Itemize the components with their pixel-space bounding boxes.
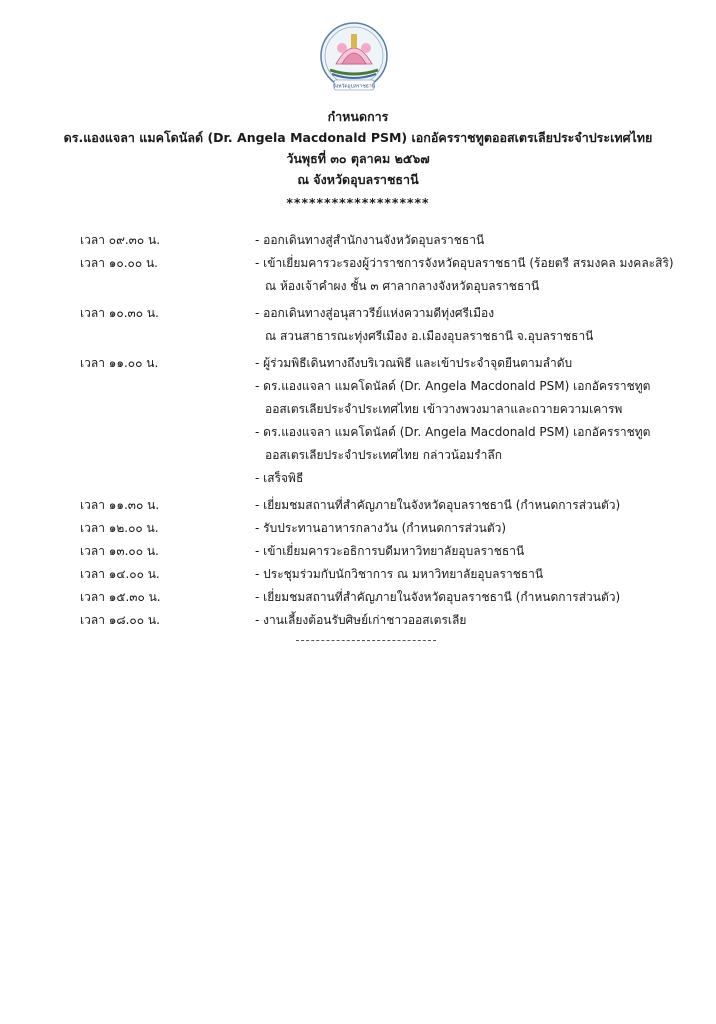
schedule-description: ณ สวนสาธารณะทุ่งศรีเมือง อ.เมืองอุบลราชธานี จ.อุบลราชธานี	[265, 329, 594, 343]
schedule-time: เวลา ๑๒.๐๐ น.	[80, 521, 159, 535]
schedule-row	[0, 609, 716, 632]
schedule-description: ออสเตรเลียประจำประเทศไทย เข้าวางพวงมาลาและถวายความเคารพ	[265, 402, 623, 416]
schedule-row	[0, 517, 716, 540]
schedule-description: - เยี่ยมชมสถานที่สำคัญภายในจังหวัดอุบลราชธานี (กำหนดการส่วนตัว)	[255, 498, 621, 512]
star-separator: *******************	[286, 195, 430, 210]
schedule-time: เวลา ๑๕.๓๐ น.	[80, 590, 161, 604]
schedule-description: - ออกเดินทางสู่สำนักงานจังหวัดอุบลราชธานี	[255, 233, 485, 247]
schedule-row	[0, 325, 716, 348]
schedule-description: ณ ห้องเจ้าคำผง ชั้น ๓ ศาลากลางจังหวัดอุบลราชธานี	[265, 279, 540, 293]
schedule-time	[0, 375, 255, 398]
schedule-row	[0, 229, 716, 252]
schedule-time: เวลา ๑๑.๐๐ น.	[80, 356, 159, 370]
schedule-row	[0, 586, 716, 609]
schedule-time: เวลา ๑๐.๐๐ น.	[80, 256, 158, 270]
schedule-row	[0, 252, 716, 275]
schedule-time: เวลา ๑๔.๐๐ น.	[80, 567, 160, 581]
schedule-description: - ออกเดินทางสู่อนุสาวรีย์แห่งความดีทุ่งศรีเมือง	[255, 306, 495, 320]
schedule-time	[0, 325, 255, 348]
schedule-time: เวลา ๑๐.๓๐ น.	[80, 306, 159, 320]
schedule-time: เวลา ๑๘.๐๐ น.	[80, 613, 160, 627]
schedule-time	[0, 444, 255, 467]
schedule-description: - เข้าเยี่ยมคารวะอธิการบดีมหาวิทยาลัยอุบลราชธานี	[255, 544, 525, 558]
schedule-row	[0, 563, 716, 586]
footer-divider	[296, 640, 436, 641]
schedule-row	[0, 444, 716, 467]
schedule-description: ออสเตรเลียประจำประเทศไทย กล่าวน้อมรำลึก	[265, 448, 502, 462]
schedule-description: - เข้าเยี่ยมคารวะรองผู้ว่าราชการจังหวัดอุบลราชธานี (ร้อยตรี สรมงคล มงคละสิริ)	[255, 256, 674, 270]
schedule-description: - รับประทานอาหารกลางวัน (กำหนดการส่วนตัว)	[255, 521, 507, 535]
provincial-seal-icon	[312, 20, 396, 96]
schedule-description: - ดร.แองแจลา แมคโดนัลด์ (Dr. Angela Macdonald PSM) เอกอัครราชทูต	[255, 425, 651, 439]
schedule-description: - เยี่ยมชมสถานที่สำคัญภายในจังหวัดอุบลราชธานี (กำหนดการส่วนตัว)	[255, 590, 621, 604]
schedule-description: - ประชุมร่วมกับนักวิชาการ ณ มหาวิทยาลัยอุบลราชธานี	[255, 567, 544, 581]
schedule-row	[0, 540, 716, 563]
schedule-row	[0, 302, 716, 325]
schedule-row	[0, 467, 716, 490]
schedule-row	[0, 494, 716, 517]
schedule-row	[0, 352, 716, 375]
schedule-time: เวลา ๑๑.๓๐ น.	[80, 498, 160, 512]
schedule-time: เวลา ๑๓.๐๐ น.	[80, 544, 159, 558]
schedule-time: เวลา ๐๙.๓๐ น.	[80, 233, 161, 247]
schedule-row	[0, 275, 716, 298]
schedule-time	[0, 421, 255, 444]
place-line: ณ จังหวัดอุบลราชธานี	[297, 172, 419, 187]
schedule-time	[0, 275, 255, 298]
schedule-time	[0, 467, 255, 490]
schedule-description: - งานเลี้ยงต้อนรับศิษย์เก่าชาวออสเตรเลีย	[255, 613, 467, 627]
schedule-description: - ผู้ร่วมพิธีเดินทางถึงบริเวณพิธี และเข้าประจำจุดยืนตามลำดับ	[255, 356, 573, 370]
schedule-description: - ดร.แองแจลา แมคโดนัลด์ (Dr. Angela Macdonald PSM) เอกอัครราชทูต	[255, 379, 651, 393]
schedule-row	[0, 375, 716, 398]
schedule-list	[0, 229, 716, 632]
schedule-time	[0, 398, 255, 421]
document-title: กำหนดการ	[327, 109, 389, 124]
svg-text:จังหวัดอุบลราชธานี: จังหวัดอุบลราชธานี	[332, 83, 376, 90]
schedule-description: - เสร็จพิธี	[255, 471, 304, 485]
schedule-row	[0, 421, 716, 444]
schedule-row	[0, 398, 716, 421]
ambassador-name-line: ดร.แองแจลา แมคโดนัลด์ (Dr. Angela Macdonald PSM) เอกอัครราชทูตออสเตรเลียประจำประเทศไทย	[63, 130, 653, 145]
date-line: วันพุธที่ ๓๐ ตุลาคม ๒๕๖๗	[286, 151, 430, 166]
